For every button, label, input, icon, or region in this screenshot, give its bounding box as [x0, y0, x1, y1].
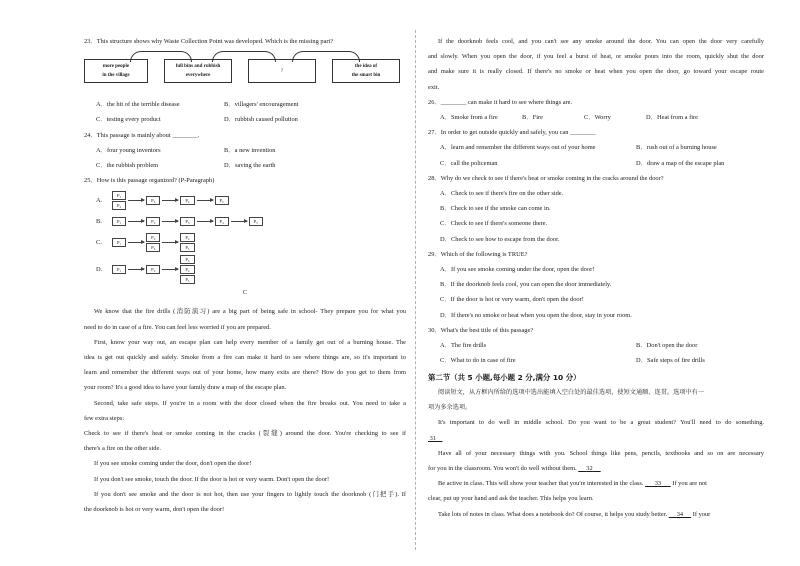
option-b[interactable]: B．villagers' encouragement [224, 101, 299, 109]
option-d[interactable]: D．draw a map of the escape plan [636, 159, 725, 167]
passage-line: your room? It's a good idea to have your family draw a map of the escape plan. [84, 384, 287, 392]
passage-line: the doorknob is hot or very warm, don't open the door! [84, 506, 225, 514]
diagram-box-2: full bins and rubbish everywhere [164, 59, 232, 83]
option-b[interactable]: B．Check to see if the smoke can come in. [440, 205, 551, 213]
q27-stem: 27．In order to get outside quickly and safely, you can ________ [428, 129, 596, 137]
cloze-line: It's important to do well in middle school. Do you want to be a great student? You'll need to do something. [438, 419, 764, 427]
option-d[interactable]: D．Check to see how to escape from the door. [440, 235, 560, 243]
cloze-line: Be active in class. This will show your teacher that you're interested in the class. 33 If you are not [438, 480, 707, 488]
passage-line: If you don't see smoke and the door is not hot, then use your fingers to lightly touch the doorknob (门把手). If [94, 490, 406, 498]
passage-line: idea is get out quickly and safely. Smoke from a fire can make it hard to see where things are, so it's important to [84, 354, 406, 362]
section-2-title: 第二节（共 5 小题,每小题 2 分,满分 10 分） [428, 373, 581, 383]
option-a[interactable]: A．the hit of the terrible disease [96, 101, 180, 109]
arrow-icon [197, 221, 213, 222]
passage-line: learn and remember the different ways out of your home, how many exits are there? How do you get to them from [84, 369, 406, 377]
option-d[interactable]: D．Safe steps of fire drills [636, 357, 705, 365]
passage-line: few extra steps: [84, 414, 125, 422]
option-a[interactable]: A．Smoke from a fire [440, 114, 498, 122]
option-d[interactable]: D．rubbish caused pollution [224, 116, 298, 124]
q27-options-cd [428, 156, 764, 171]
cloze-line: Take lots of notes in class. What does a notebook do? Of course, it helps you study better. 34 If your [438, 510, 711, 518]
option-b[interactable]: B．If the doorknob feels cool, you can open the door immediately. [440, 281, 612, 289]
blank-32[interactable]: 32 [586, 465, 593, 473]
option-b[interactable]: B．rush out of a burning house [636, 144, 717, 152]
q30-options-cd [428, 353, 764, 368]
option-c[interactable]: C．Worry [584, 114, 611, 122]
option-b[interactable]: B．Don't open the door [636, 342, 698, 350]
option-d[interactable]: D．If there's no smoke or heat when you open the door, stay in your room. [440, 311, 632, 319]
q30-options-ab [428, 338, 764, 353]
option-d[interactable]: D．saving the earth [224, 162, 276, 170]
diagram-box-missing: ? [248, 59, 316, 83]
q30-stem: 30．What's the best title of this passage? [428, 326, 534, 334]
q27-options-ab [428, 140, 764, 155]
passage-line: If the doorknob feels cool, and you can't see any smoke around the door. You can open the door very carefully [438, 38, 764, 45]
q25-option-a[interactable]: A. P₁ P₂ P₃ P₄ P₅ [84, 188, 406, 212]
blank-33[interactable]: 33 [654, 480, 662, 488]
passage-line: exit. [428, 83, 440, 91]
passage-line: Second, take safe steps. If you're in a room with the door closed when the fire breaks out. You need to take a [94, 399, 406, 407]
q26-options [428, 110, 764, 125]
q26-stem: 26．________ can make it hard to see where things are. [428, 98, 573, 106]
section-c-heading: C [242, 289, 248, 297]
q25-stem: 25．How is this passage organized? (P-Paragraph) [84, 177, 215, 185]
cloze-blank-line [428, 431, 764, 446]
diagram-box-4: the idea of the smart bin [332, 59, 400, 83]
option-c[interactable]: C．If the door is hot or very warm, don't open the door! [440, 296, 584, 304]
option-c[interactable]: C．the rubbish problem [96, 162, 159, 170]
cloze-line: clear, put up your hand and ask the teacher. This helps you learn. [428, 495, 594, 503]
passage-line: Check to see if there's heat or smoke coming in the cracks (裂缝) around the door. You're checking to see if [84, 430, 406, 438]
passage-line: If you see smoke coming under the door, don't open the door! [94, 460, 252, 468]
passage-line: there's a fire on the other side. [84, 445, 161, 453]
blank-34[interactable]: 34 [676, 510, 684, 518]
arrow-icon [128, 269, 144, 270]
option-a[interactable]: A．Check to see if there's fire on the other side. [440, 190, 564, 198]
passage-line: and make sure it is really closed. If there's no smoke or heat when you open the door, go toward your escape route [428, 68, 764, 76]
option-b[interactable]: B．a new invention [224, 146, 276, 154]
option-c[interactable]: C．testing every product [96, 116, 161, 124]
q25-option-c[interactable]: C. P₁ P₂ P₃ P₄ P₅ [84, 230, 406, 254]
q24-options-ab [84, 143, 406, 158]
option-d[interactable]: D．Heat from a fire [646, 114, 698, 122]
q25-option-b[interactable]: B. P₁ P₂ P₃ P₄ P₅ [84, 212, 406, 230]
arrow-icon [162, 200, 178, 201]
option-b[interactable]: B．Fire [522, 114, 543, 122]
option-c[interactable]: C．Check to see if there's someone there. [440, 220, 548, 228]
q28-stem: 28．Why do we check to see if there's heat or smoke coming in the cracks around the door? [428, 174, 664, 182]
option-c[interactable]: C．What to do in case of fire [440, 357, 516, 365]
q25-option-d[interactable]: D. P₁ P₂ P₃ P₄ P₅ [84, 254, 406, 284]
diagram-box-1: more people in the village [84, 59, 148, 83]
left-column [84, 34, 406, 517]
option-a[interactable]: A．The fire drills [440, 342, 487, 350]
cloze-line: for you in the classroom. You won't do well without them. 32 [428, 461, 764, 476]
option-a[interactable]: A．learn and remember the different ways out of your home [440, 144, 596, 152]
arrow-icon [128, 221, 144, 222]
option-a[interactable]: A．If you see smoke coming under the door, open the door! [440, 266, 595, 274]
q23-options-ab [84, 97, 406, 112]
q23-stem: 23．This structure shows why Waste Collection Point was developed. Which is the missing part? [84, 38, 334, 45]
section-2-instructions-cont: 项为多余选项。 [428, 403, 472, 411]
option-c[interactable]: C．call the policeman [440, 159, 498, 167]
section-2-instructions: 阅读短文，从方框内所给的选项中选出能填入空白处的最佳选项，使短文通顺、连贯。选项中有一 [438, 389, 705, 397]
passage-c [84, 304, 406, 517]
q23-diagram [84, 51, 406, 91]
passage-line: We know that the fire drills (消防演习) are a big part of being safe in school- They prepare you for what you [94, 308, 406, 316]
cloze-line: Have all of your necessary things with you. School things like pens, pencils, textbooks and so on are necessary [438, 449, 764, 457]
q23-options-cd [84, 112, 406, 127]
q24-stem: 24．This passage is mainly about ________. [84, 131, 200, 139]
column-divider [415, 30, 416, 550]
arrow-icon [128, 242, 144, 243]
option-a[interactable]: A．four young inventors [96, 146, 161, 154]
passage-line: If you don't see smoke, touch the door. If the door is hot or very warm. Don't open the door! [94, 475, 330, 483]
arrow-icon [197, 200, 213, 201]
q24-options-cd [84, 158, 406, 173]
passage-line: need to do in case of a fire. You can feel less worried if you are prepared. [84, 323, 271, 331]
arrow-icon [162, 221, 178, 222]
arrow-icon [128, 200, 144, 201]
passage-line: and slowly. When you open the door, if you feel a burst of heat, or smoke pours into the room, quickly shut the door [428, 53, 764, 61]
arrow-icon [162, 269, 178, 270]
arrow-icon [231, 221, 247, 222]
q29-stem: 29．Which of the following is TRUE? [428, 250, 528, 258]
right-column [428, 34, 764, 522]
passage-line: First, know your way out, an escape plan can help every member of a family get out of a burning house. The [94, 338, 406, 346]
arrow-icon [162, 242, 178, 243]
blank-31[interactable]: 31 [429, 434, 436, 442]
